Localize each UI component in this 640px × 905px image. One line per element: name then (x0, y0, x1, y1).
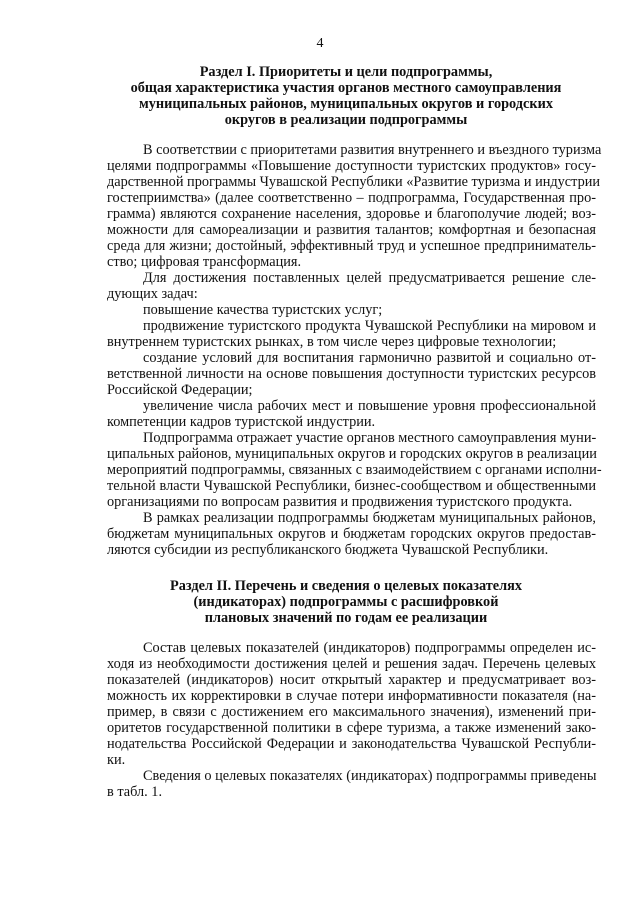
paragraph-line: Сведения о целевых показателях (индикаторах) подпрограммы приведены (143, 768, 597, 784)
paragraph-line: повышение качества туристских услуг; (143, 302, 383, 318)
section-1-heading (96, 64, 596, 128)
paragraph-line: мероприятий подпрограммы, связанных с взаимодействием с органами исполни- (107, 462, 602, 478)
paragraph-line: можность их корректировки в случае потери информативности показателя (на- (107, 688, 596, 704)
paragraph-line: компетенции кадров туристской индустрии. (107, 414, 376, 430)
section-2-heading (96, 578, 596, 626)
paragraph-line: ки. (107, 752, 126, 768)
section-2-heading-line: (индикаторах) подпрограммы с расшифровкой (193, 594, 499, 610)
paragraph-line: внутреннем туристских рынках, в том числе через цифровые технологии; (107, 334, 557, 350)
paragraph-line: ходя из необходимости достижения целей и решения задач. Перечень целевых (107, 656, 596, 672)
paragraph-line: дарственной программы Чувашской Республики «Развитие туризма и индустрии (107, 174, 601, 190)
paragraph-line: нодательства Российской Федерации и законодательства Чувашской Республи- (107, 736, 596, 752)
paragraph-line: грамма) являются сохранение населения, здоровье и благополучие людей; воз- (107, 206, 596, 222)
section-1-heading-line: округов в реализации подпрограммы (224, 112, 468, 128)
paragraph-line: Российской Федерации; (107, 382, 253, 398)
paragraph-line: создание условий для воспитания гармонично развитой и социально от- (143, 350, 596, 366)
paragraph-line: можности для самореализации и развития талантов; комфортная и безопасная (107, 222, 596, 238)
section-1-heading-line: общая характеристика участия органов местного самоуправления (130, 80, 562, 96)
paragraph-line: организациями по вопросам развития и продвижения туристского продукта. (107, 494, 573, 510)
paragraph-line: целями подпрограммы «Повышение доступности туристских продуктов» госу- (107, 158, 596, 174)
paragraph-line: оритетов государственной политики в сфере туризма, а также изменений зако- (107, 720, 596, 736)
paragraph-line: Для достижения поставленных целей предусматривается решение сле- (143, 270, 596, 286)
paragraph-line: ципальных районов, муниципальных округов и городских округов в реализации (107, 446, 597, 462)
paragraph-line: В рамках реализации подпрограммы бюджетам муниципальных районов, (143, 510, 596, 526)
paragraph-line: дующих задач: (107, 286, 198, 302)
paragraph-line: Подпрограмма отражает участие органов местного самоуправления муни- (143, 430, 597, 446)
paragraph-line: продвижение туристского продукта Чувашской Республики на мировом и (143, 318, 596, 334)
paragraph-line: тельной власти Чувашской Республики, бизнес-сообществом и общественными (107, 478, 596, 494)
section-2-heading-line: плановых значений по годам ее реализации (204, 610, 488, 626)
paragraph-line: в табл. 1. (107, 784, 163, 800)
section-2-heading-line: Раздел II. Перечень и сведения о целевых показателях (169, 578, 523, 594)
paragraph-line: ветственной личности на основе повышения доступности туристских ресурсов (107, 366, 596, 382)
page-number: 4 (316, 36, 324, 51)
section-1-heading-line: муниципальных районов, муниципальных округов и городских (139, 96, 553, 112)
section-1-body (107, 142, 602, 558)
paragraph-line: показателей (индикаторов) носит открытый характер и предусматривает воз- (107, 672, 596, 688)
paragraph-line: пример, в связи с достижением его максимального значения), изменений при- (107, 704, 596, 720)
paragraph-line: гостеприимства» (далее соответственно – подпрограмма, Государственная про- (107, 190, 596, 206)
paragraph-line: В соответствии с приоритетами развития внутреннего и въездного туризма (143, 142, 602, 158)
paragraph-line: ляются субсидии из республиканского бюджета Чувашской Республики. (107, 542, 549, 558)
paragraph-line: Состав целевых показателей (индикаторов) подпрограммы определен ис- (143, 640, 596, 656)
section-1-heading-line: Раздел I. Приоритеты и цели подпрограммы, (199, 64, 493, 80)
paragraph-line: ство; цифровая трансформация. (107, 254, 302, 270)
paragraph-line: среда для жизни; достойный, эффективный труд и успешное предприниматель- (107, 238, 596, 254)
paragraph-line: бюджетам муниципальных округов и бюджетам городских округов предостав- (107, 526, 596, 542)
section-2-body (107, 640, 596, 800)
paragraph-line: увеличение числа рабочих мест и повышение уровня профессиональной (143, 398, 596, 414)
